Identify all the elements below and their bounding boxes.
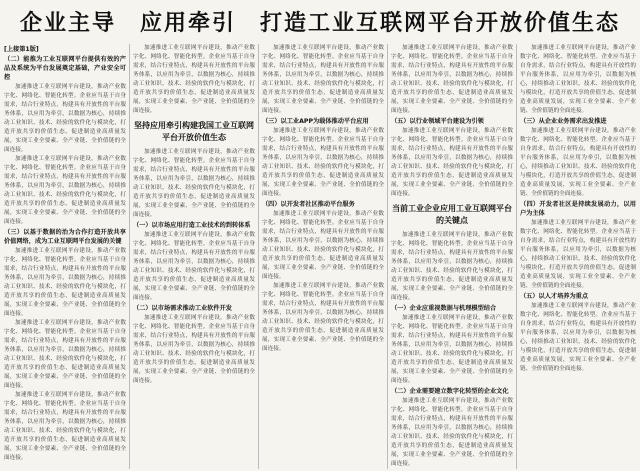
body-paragraph: 加速推进工业互联网平台建设，推动产业数字化、网络化、智能化转型。企业应当基于自身需求，结合行业特点，构建具有开放性的平台服务体系，以应用为牵引，以数据为核心，持续推动工业知识、技术、经验的软件化与模块化，打造开放共享的价值生态，促进制造业高质量发展，实现工业全要素、全产业链、全价值链的全面连接。: [133, 232, 255, 301]
c4b-heading: （五）以人才培养为重点: [520, 293, 589, 300]
body-paragraph: 加速推进工业互联网平台建设，推动产业数字化、网络化、智能化转型。企业应当基于自身需求，结合行业特点，构建具有开放性的平台服务体系，以应用为牵引，以数据为核心，持续推动工业知识、技术、经验的软件化与模块化，打造开放共享的价值生态，促进制造业高质量发展，实现工业全要素、全产业链、全价值链的全面连接。: [4, 84, 126, 153]
body-paragraph: 加速推进工业互联网平台建设，推动产业数字化、网络化、智能化转型。企业应当基于自身需求，结合行业特点，构建具有开放性的平台服务体系，以应用为牵引，以数据为核心，持续推动工业知识、技术、经验的软件化与模块化，打造开放共享的价值生态，促进制造业高质量发展，实现工业全要素、全产业链、全价值链的全面连接。: [391, 315, 513, 384]
c3b-heading: （二）企业需要建立数字化转型的企业文化: [391, 388, 509, 395]
m2-heading: （二）以市场需求推动工业软件开发: [133, 305, 232, 312]
column-3: [262, 44, 384, 469]
body-paragraph: 加速推进工业互联网平台建设，推动产业数字化、网络化、智能化转型。企业应当基于自身需求，结合行业特点，构建具有开放性的平台服务体系，以应用为牵引，以数据为核心，持续推动工业知识、技术、经验的软件化与模块化，打造开放共享的价值生态，促进制造业高质量发展，实现工业全要素、全产业链、全价值链的全面连接。: [262, 283, 384, 352]
body-paragraph: 加速推进工业互联网平台建设，推动产业数字化、网络化、智能化转型。企业应当基于自身需求，结合行业特点，构建具有开放性的平台服务体系，以应用为牵引，以数据为核心，持续推动工业知识、技术、经验的软件化与模块化，打造开放共享的价值生态，促进制造业高质量发展，实现工业全要素、全产业链、全价值链的全面连接。: [520, 45, 636, 114]
column-divider: [258, 44, 259, 469]
column-5: [520, 44, 636, 469]
body-paragraph: 加速推进工业互联网平台建设，推动产业数字化、网络化、智能化转型。企业应当基于自身需求，结合行业特点，构建具有开放性的平台服务体系，以应用为牵引，以数据为核心，持续推动工业知识、技术、经验的软件化与模块化，打造开放共享的价值生态，促进制造业高质量发展，实现工业全要素、全产业链、全价值链的全面连接。: [520, 128, 636, 197]
body-paragraph: 加速推进工业互联网平台建设，推动产业数字化、网络化、智能化转型。企业应当基于自身需求，结合行业特点，构建具有开放性的平台服务体系，以应用为牵引，以数据为核心，持续推动工业知识、技术、经验的软件化与模块化，打造开放共享的价值生态，促进制造业高质量发展，实现工业全要素、全产业链、全价值链的全面连接。: [391, 128, 513, 197]
body-paragraph: 加速推进工业互联网平台建设，推动产业数字化、网络化、智能化转型。企业应当基于自身需求，结合行业特点，构建具有开放性的平台服务体系，以应用为牵引，以数据为核心，持续推动工业知识、技术、经验的软件化与模块化，打造开放共享的价值生态，促进制造业高质量发展，实现工业全要素、全产业链、全价值链的全面连接。: [520, 220, 636, 289]
section-title: 坚持应用牵引构建我国工业互联网平台开放价值生态: [134, 121, 254, 142]
body-paragraph: 加速推进工业互联网平台建设，推动产业数字化、网络化、智能化转型。企业应当基于自身需求，结合行业特点，构建具有开放性的平台服务体系，以应用为牵引，以数据为核心，持续推动工业知识、技术、经验的软件化与模块化，打造开放共享的价值生态，促进制造业高质量发展，实现工业全要素、全产业链、全价值链的全面连接。: [4, 156, 126, 225]
m4-heading: （四）以开发者社区推动平台服务: [262, 201, 355, 208]
body-paragraph: 加速推进工业互联网平台建设，推动产业数字化、网络化、智能化转型。企业应当基于自身需求，结合行业特点，构建具有开放性的平台服务体系，以应用为牵引，以数据为核心，持续推动工业知识、技术、经验的软件化与模块化，打造开放共享的价值生态，促进制造业高质量发展，实现工业全要素、全产业链、全价值链的全面连接。: [391, 45, 513, 114]
section-3-heading: （三）以基于数据的治为合作打造开放共享价值网络，成为工业互联网平台发展的关键: [4, 229, 126, 245]
m3-heading: （三）以工业APP为载体推动平台应用: [262, 118, 369, 125]
body-paragraph: 加速推进工业互联网平台建设，推动产业数字化、网络化、智能化转型。企业应当基于自身需求，结合行业特点，构建具有开放性的平台服务体系，以应用为牵引，以数据为核心，持续推动工业知识、技术、经验的软件化与模块化，打造开放共享的价值生态，促进制造业高质量发展，实现工业全要素、全产业链、全价值链的全面连接。: [520, 303, 636, 372]
body-paragraph: 加速推进工业互联网平台建设，推动产业数字化、网络化、智能化转型。企业应当基于自身需求，结合行业特点，构建具有开放性的平台服务体系，以应用为牵引，以数据为核心，持续推动工业知识、技术、经验的软件化与模块化，打造开放共享的价值生态，促进制造业高质量发展，实现工业全要素、全产业链、全价值链的全面连接。: [391, 232, 513, 301]
column-divider: [516, 44, 517, 469]
column-2: [133, 44, 255, 469]
column-divider: [129, 44, 130, 469]
body-paragraph: 加速推进工业互联网平台建设，推动产业数字化、网络化、智能化转型。企业应当基于自身需求，结合行业特点，构建具有开放性的平台服务体系，以应用为牵引，以数据为核心，持续推动工业知识、技术、经验的软件化与模块化，打造开放共享的价值生态，促进制造业高质量发展，实现工业全要素、全产业链、全价值链的全面连接。: [262, 211, 384, 280]
c4a-heading: （四）开发者社区是持续发展动力，以用户为主体: [520, 201, 636, 217]
body-paragraph: 加速推进工业互联网平台建设，推动产业数字化、网络化、智能化转型。企业应当基于自身需求，结合行业特点，构建具有开放性的平台服务体系，以应用为牵引，以数据为核心，持续推动工业知识、技术、经验的软件化与模块化，打造开放共享的价值生态，促进制造业高质量发展，实现工业全要素、全产业链、全价值链的全面连接。: [262, 45, 384, 114]
column-4: [391, 44, 513, 469]
body-paragraph: 加速推进工业互联网平台建设，推动产业数字化、网络化、智能化转型。企业应当基于自身需求，结合行业特点，构建具有开放性的平台服务体系，以应用为牵引，以数据为核心，持续推动工业知识、技术、经验的软件化与模块化，打造开放共享的价值生态，促进制造业高质量发展，实现工业全要素、全产业链、全价值链的全面连接。: [4, 392, 126, 461]
intro-label: [上接第1版]: [4, 46, 39, 53]
section-2-heading: （二）能推为工业互联网平台提供有效的产品及系统为平台发展奠定基础，产业安全可控: [4, 56, 126, 81]
c3c-heading: （三）从企业业务需求出发推进: [520, 118, 607, 125]
headline: 企业主导 应用牵引 打造工业互联网平台开放价值生态: [19, 11, 620, 36]
body-paragraph: 加速推进工业互联网平台建设，推动产业数字化、网络化、智能化转型。企业应当基于自身需求，结合行业特点，构建具有开放性的平台服务体系，以应用为牵引，以数据为核心，持续推动工业知识、技术、经验的软件化与模块化，打造开放共享的价值生态，促进制造业高质量发展，实现工业全要素、全产业链、全价值链的全面连接。: [133, 45, 255, 114]
body-paragraph: 加速推进工业互联网平台建设，推动产业数字化、网络化、智能化转型。企业应当基于自身需求，结合行业特点，构建具有开放性的平台服务体系，以应用为牵引，以数据为核心，持续推动工业知识、技术、经验的软件化与模块化，打造开放共享的价值生态，促进制造业高质量发展，实现工业全要素、全产业链、全价值链的全面连接。: [391, 398, 513, 467]
body-paragraph: 加速推进工业互联网平台建设，推动产业数字化、网络化、智能化转型。企业应当基于自身需求，结合行业特点，构建具有开放性的平台服务体系，以应用为牵引，以数据为核心，持续推动工业知识、技术、经验的软件化与模块化，打造开放共享的价值生态，促进制造业高质量发展，实现工业全要素、全产业链、全价值链的全面连接。: [133, 315, 255, 384]
body-paragraph: 加速推进工业互联网平台建设，推动产业数字化、网络化、智能化转型。企业应当基于自身需求，结合行业特点，构建具有开放性的平台服务体系，以应用为牵引，以数据为核心，持续推动工业知识、技术、经验的软件化与模块化，打造开放共享的价值生态，促进制造业高质量发展，实现工业全要素、全产业链、全价值链的全面连接。: [133, 149, 255, 218]
c3a-heading: （一）企业应重视数据与机理模型结合: [391, 305, 497, 312]
body-paragraph: 加速推进工业互联网平台建设，推动产业数字化、网络化、智能化转型。企业应当基于自身需求，结合行业特点，构建具有开放性的平台服务体系，以应用为牵引，以数据为核心，持续推动工业知识、技术、经验的软件化与模块化，打造开放共享的价值生态，促进制造业高质量发展，实现工业全要素、全产业链、全价值链的全面连接。: [4, 320, 126, 389]
column-1: [4, 44, 126, 469]
body-paragraph: 加速推进工业互联网平台建设，推动产业数字化、网络化、智能化转型。企业应当基于自身需求，结合行业特点，构建具有开放性的平台服务体系，以应用为牵引，以数据为核心，持续推动工业知识、技术、经验的软件化与模块化，打造开放共享的价值生态，促进制造业高质量发展，实现工业全要素、全产业链、全价值链的全面连接。: [262, 128, 384, 197]
column-divider: [387, 44, 388, 469]
section-title: 当前工业企业应用工业互联网平台的关键点: [392, 204, 512, 225]
m1-heading: （一）以市场应用打造工业技术的到转体系: [133, 222, 251, 229]
c2-heading: （五）以行业领域平台建设为引领: [391, 118, 484, 125]
body-paragraph: 加速推进工业互联网平台建设，推动产业数字化、网络化、智能化转型。企业应当基于自身需求，结合行业特点，构建具有开放性的平台服务体系，以应用为牵引，以数据为核心，持续推动工业知识、技术、经验的软件化与模块化，打造开放共享的价值生态，促进制造业高质量发展，实现工业全要素、全产业链、全价值链的全面连接。: [4, 248, 126, 317]
